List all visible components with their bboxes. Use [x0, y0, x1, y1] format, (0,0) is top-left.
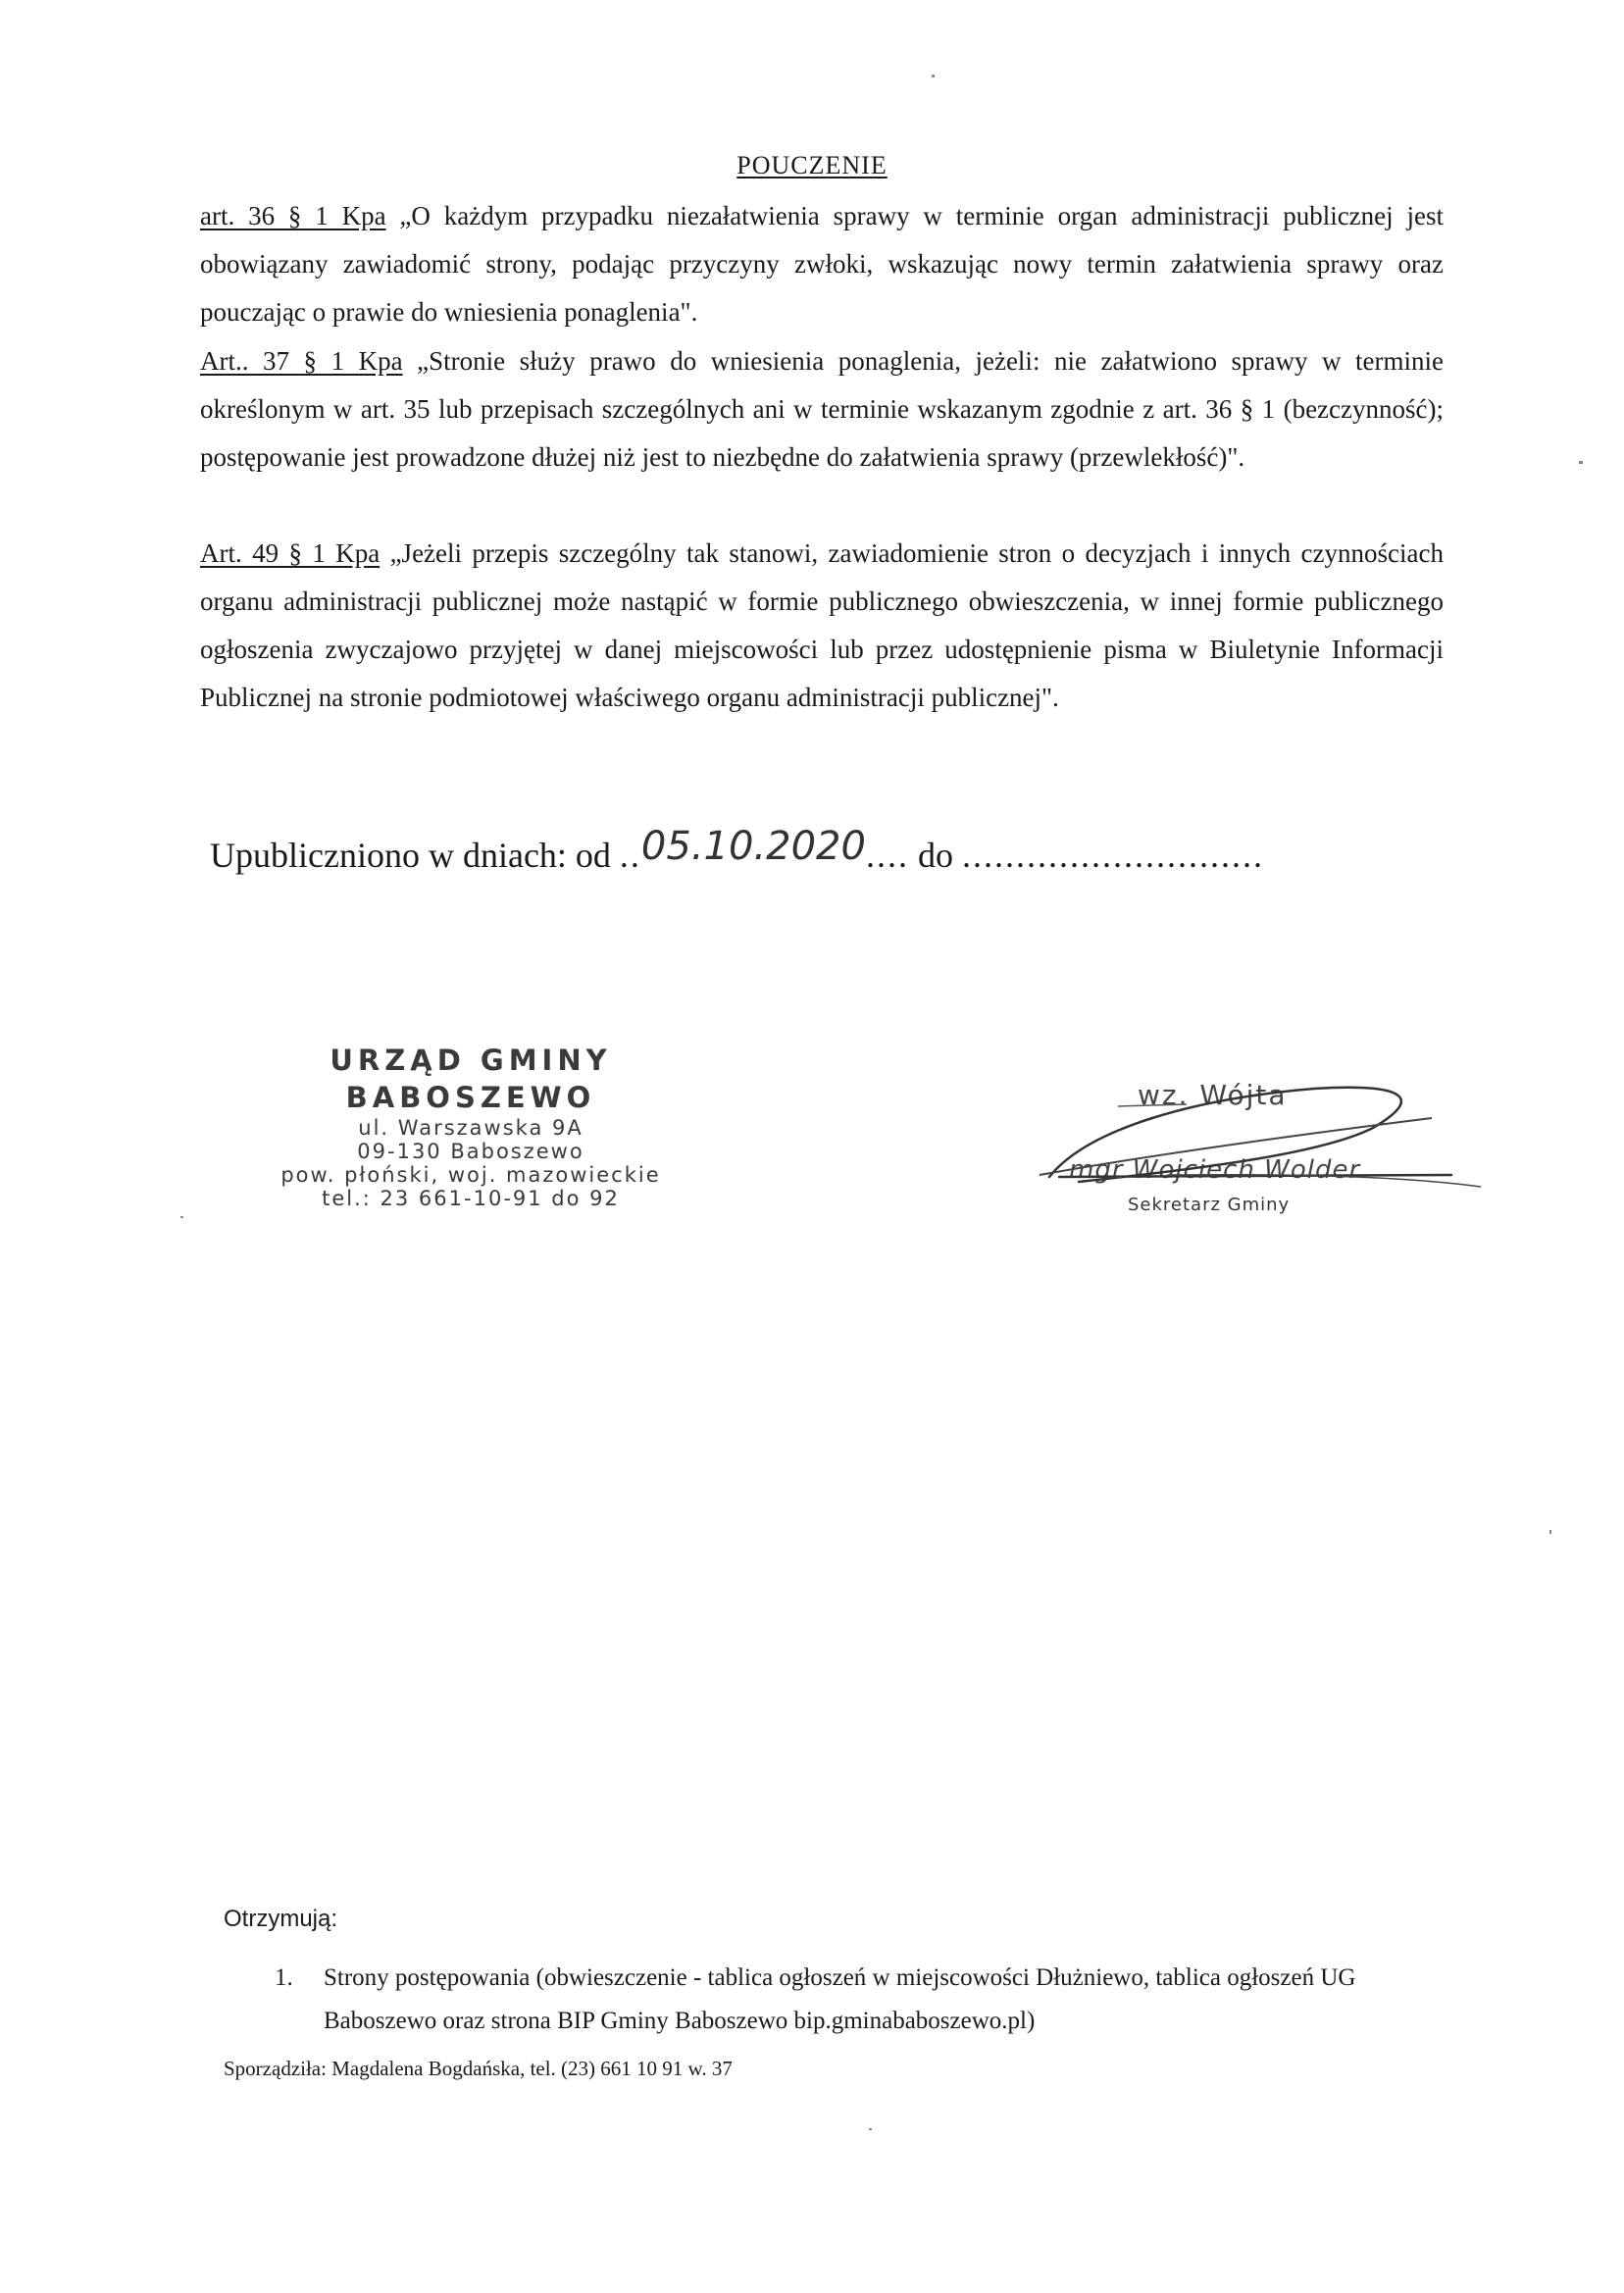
- scan-speck: [1549, 1530, 1551, 1534]
- publication-from-suffix: ....: [865, 836, 909, 875]
- scan-speck: [180, 1216, 183, 1218]
- stamp-region: pow. płoński, woj. mazowieckie: [280, 1163, 661, 1187]
- signature-on-behalf: wz. Wójta: [1138, 1079, 1288, 1111]
- article-reference: Art. 49 § 1 Kpa: [200, 538, 381, 568]
- article-reference: Art.. 37 § 1 Kpa: [200, 346, 403, 376]
- publication-label: Upubliczniono w dniach: od: [210, 836, 611, 875]
- list-item-text: Strony postępowania (obwieszczenie - tablica ogłoszeń w miejscowości Dłużniewo, tablica ogłoszeń UG Baboszewo oraz strona BIP Gminy Baboszewo bip.gminababoszewo.pl): [324, 1964, 1356, 2034]
- publication-from-prefix: ..: [619, 836, 641, 875]
- scan-speck: [869, 2128, 872, 2130]
- article-reference: art. 36 § 1 Kpa: [200, 201, 386, 230]
- stamp-office-name: URZĄD GMINY: [330, 1044, 612, 1077]
- recipients-heading: Otrzymują:: [224, 1906, 338, 1932]
- office-stamp: [245, 1042, 696, 1210]
- stamp-postcode: 09-130 Baboszewo: [357, 1140, 584, 1163]
- article-36-paragraph: [200, 192, 1444, 336]
- signature-position: Sekretarz Gminy: [1128, 1195, 1291, 1215]
- publication-to-label: do: [917, 836, 953, 875]
- list-item-number: 1.: [275, 1964, 293, 1991]
- publication-from-date: 05.10.2020: [640, 824, 866, 869]
- article-text: „Stronie służy prawo do wniesienia ponaglenia, jeżeli: nie załatwiono sprawy w terminie określonym w art. 35 lub przepisach szczególnych ani w terminie wskazanym zgodnie z art. 36 § 1 (bezczynność); postępowanie jest prowadzone dłużej niż jest to niezbędne do załatwienia sprawy (przewlekłość)".: [200, 346, 1444, 472]
- stamp-municipality: BABOSZEWO: [345, 1081, 596, 1114]
- article-text: „O każdym przypadku niezałatwienia sprawy w terminie organ administracji publicznej jest obowiązany zawiadomić strony, podając przyczyny zwłoki, wskazując nowy termin załatwienia sprawy oraz pouczając o prawie do wniesienia ponaglenia".: [200, 201, 1444, 327]
- article-text: „Jeżeli przepis szczególny tak stanowi, zawiadomienie stron o decyzjach i innych czynnościach organu administracji publicznej może nastąpić w formie publicznego obwieszczenia, w innej formie publicznego ogłoszenia zwyczajowo przyjętej w danej miejscowości lub przez udostępnienie pisma w Biuletynie Informacji Publicznej na stronie podmiotowej właściwego organu administracji publicznej".: [200, 538, 1444, 712]
- scan-speck: [1579, 461, 1583, 464]
- recipients-list: [275, 1957, 1451, 2043]
- prepared-by-note: Sporządziła: Magdalena Bogdańska, tel. (23) 661 10 91 w. 37: [224, 2057, 733, 2080]
- article-37-paragraph: [200, 337, 1444, 482]
- signature-stamp: [1020, 1059, 1491, 1236]
- handwritten-signature: [1020, 1059, 1491, 1236]
- list-item: [275, 1957, 1451, 2043]
- article-49-paragraph: [200, 530, 1444, 722]
- publication-line: [210, 824, 1264, 877]
- signature-name: mgr Wojciech Wolder: [1069, 1155, 1361, 1185]
- stamp-street: ul. Warszawska 9A: [358, 1116, 584, 1140]
- publication-to-dots: ............................: [961, 836, 1264, 875]
- document-title: POUCZENIE: [736, 151, 888, 179]
- stamp-phone: tel.: 23 661-10-91 do 92: [322, 1187, 620, 1210]
- scan-speck: [932, 75, 935, 77]
